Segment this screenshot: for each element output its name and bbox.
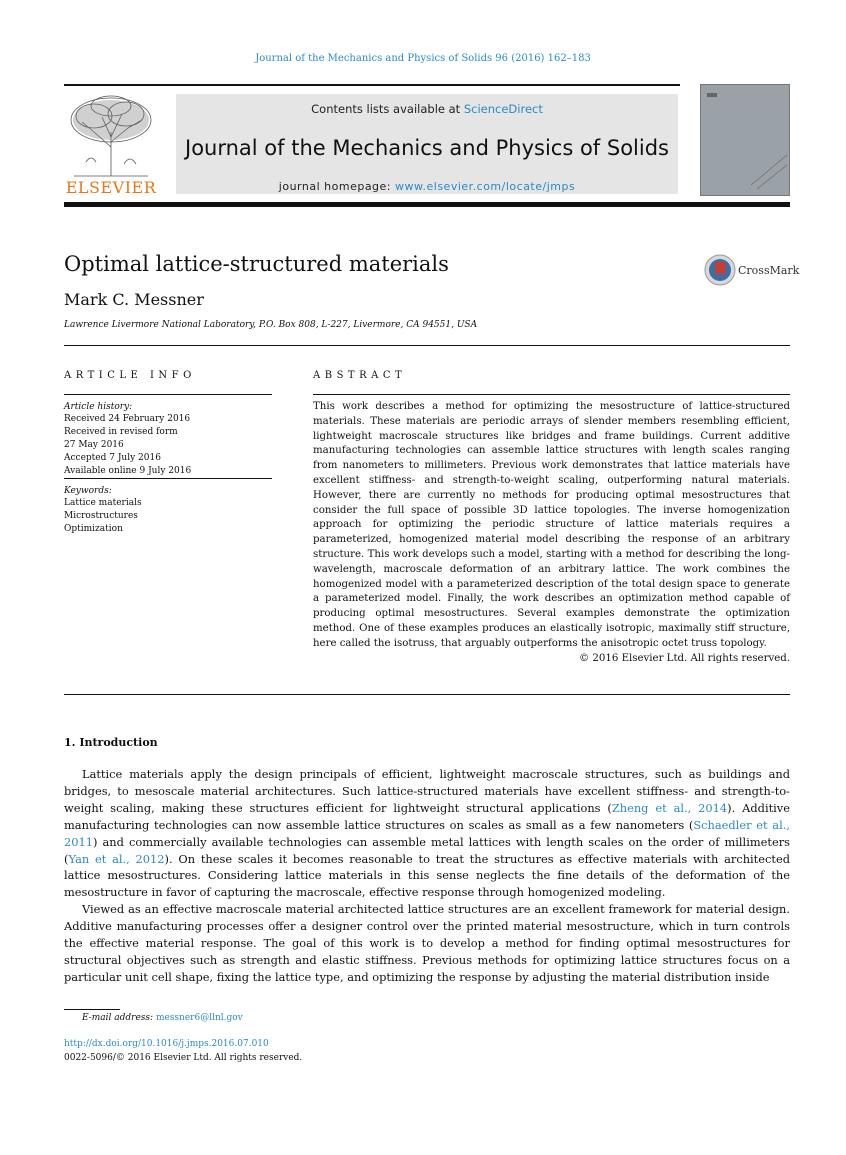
elsevier-tree-icon bbox=[64, 92, 158, 178]
abstract-column bbox=[313, 394, 790, 666]
issn-copyright: 0022-5096/© 2016 Elsevier Ltd. All rights reserved. bbox=[64, 1053, 303, 1063]
running-head: Journal of the Mechanics and Physics of Solids 96 (2016) 162–183 bbox=[255, 53, 591, 64]
abstract-divider bbox=[64, 694, 790, 695]
masthead-box bbox=[176, 94, 678, 194]
history-item: Received 24 February 2016 bbox=[64, 414, 191, 424]
history-item: 27 May 2016 bbox=[64, 440, 124, 450]
citation-link[interactable]: Schaedler et al., 2011 bbox=[64, 817, 790, 849]
citation-link[interactable]: Zheng et al., 2014 bbox=[611, 800, 728, 815]
abstract-top-rule bbox=[313, 394, 790, 395]
section-heading-introduction: 1. Introduction bbox=[64, 736, 158, 749]
intro-paragraph-1 bbox=[64, 766, 790, 901]
keyword-item: Optimization bbox=[64, 524, 123, 534]
intro-text: Lattice materials apply the design principals of efficient, lightweight macroscale structures, such as buildings and bridges, to mesoscale material architectures. Such lattice-structured materials have excellent stiffness- and strength-to-weight scaling, making these structures efficient for lightweight structural applications ( bbox=[64, 767, 790, 815]
footnote-email bbox=[82, 1013, 243, 1023]
footnote-rule bbox=[64, 1009, 120, 1010]
article-info-column bbox=[64, 394, 272, 536]
keyword-item: Lattice materials bbox=[64, 498, 142, 508]
homepage-prefix: journal homepage: bbox=[278, 180, 396, 193]
introduction-body bbox=[64, 766, 790, 986]
crossmark-label: CrossMark bbox=[738, 264, 800, 277]
masthead-top-rule bbox=[64, 84, 680, 86]
journal-title: Journal of the Mechanics and Physics of Solids bbox=[185, 136, 669, 160]
article-title: Optimal lattice-structured materials bbox=[64, 252, 449, 276]
masthead-bottom-rule bbox=[64, 202, 790, 207]
header-divider bbox=[64, 345, 790, 346]
cover-graphic bbox=[701, 85, 789, 195]
contents-prefix: Contents lists available at bbox=[311, 102, 464, 116]
elsevier-wordmark: ELSEVIER bbox=[65, 178, 157, 197]
doi-link[interactable]: http://dx.doi.org/10.1016/j.jmps.2016.07.010 bbox=[64, 1039, 269, 1049]
info-middle-rule bbox=[64, 478, 272, 479]
citation-link[interactable]: Yan et al., 2012 bbox=[68, 851, 165, 866]
author-name: Mark C. Messner bbox=[64, 290, 204, 309]
crossmark-badge[interactable] bbox=[704, 254, 800, 286]
email-label: E-mail address: bbox=[82, 1013, 156, 1023]
homepage-link[interactable]: www.elsevier.com/locate/jmps bbox=[395, 180, 576, 193]
info-top-rule bbox=[64, 394, 272, 395]
keyword-item: Microstructures bbox=[64, 511, 138, 521]
history-item: Available online 9 July 2016 bbox=[64, 466, 192, 476]
intro-text: ). On these scales it becomes reasonable to treat the structures as effective materials with architected lattice mesostructures. Considering lattice materials in this sense neglects the fine details of the deformation of the mesostructure in favor of capturing the macroscale, effective response through homogenized modeling. bbox=[64, 851, 790, 900]
article-info-heading: ARTICLE INFO bbox=[64, 370, 196, 381]
history-label: Article history: bbox=[64, 402, 133, 412]
intro-text: ) and commercially available technologies can assemble metal lattices with length scales on the order of millimeters ( bbox=[64, 834, 790, 866]
history-item: Received in revised form bbox=[64, 427, 178, 437]
journal-cover-thumbnail bbox=[700, 84, 790, 196]
abstract-text: This work describes a method for optimizing the mesostructure of lattice-structured materials. These materials are periodic arrays of slender members resembling efficient, lightweight macroscale structures like bridges and frame buildings. Current additive manufacturing technologies can assemble lattice structures with length scales ranging from nanometers to millimeters. Previous work demonstrates that lattice materials have excellent stiffness- and strength-to-weight scaling, outperforming natural materials. However, there are currently no methods for producing optimal mesostructures that consider the full space of possible 3D lattice topologies. The inverse homogenization approach for optimizing the periodic structure of lattice materials requires a parameterized, homogenized material model describing the response of an arbitrary structure. This work develops such a model, starting with a method for describing the long-wavelength, macroscale deformation of an arbitrary lattice. The work combines the homogenized model with a parameterized description of the total design space to generate a parameterized model. Finally, the work describes an optimization method capable of producing optimal mesostructures. Several examples demonstrate the optimization method. One of these examples produces an elastically isotropic, maximally stiff structure, here called the isotruss, that arguably outperforms the anisotropic octet truss topology. bbox=[313, 401, 790, 649]
keywords-label: Keywords: bbox=[64, 486, 112, 496]
elsevier-logo bbox=[64, 92, 158, 197]
history-item: Accepted 7 July 2016 bbox=[64, 453, 161, 463]
crossmark-icon bbox=[704, 254, 736, 286]
email-link[interactable]: messner6@llnl.gov bbox=[155, 1013, 243, 1023]
homepage-line bbox=[176, 180, 678, 193]
contents-line bbox=[176, 102, 678, 116]
journal-masthead bbox=[64, 84, 790, 204]
intro-text: ). Additive manufacturing technologies can now assemble lattice structures on scales as small as a few nanometers ( bbox=[64, 800, 790, 832]
abstract-heading: ABSTRACT bbox=[313, 370, 407, 381]
author-affiliation: Lawrence Livermore National Laboratory, P.O. Box 808, L-227, Livermore, CA 94551, USA bbox=[64, 320, 478, 330]
intro-paragraph-2: Viewed as an effective macroscale material architected lattice structures are an excellent framework for material design. Additive manufacturing processes offer a designer control over the printed material mesostructure, which in turn controls the effective material response. The goal of this work is to develop a method for finding optimal mesostructures for structural objectives such as strength and elastic stiffness. Previous methods for optimizing lattice structures focus on a particular unit cell shape, fixing the lattice type, and optimizing the response by adjusting the material distribution inside bbox=[64, 902, 790, 984]
abstract-copyright: © 2016 Elsevier Ltd. All rights reserved. bbox=[578, 652, 790, 664]
sciencedirect-link[interactable]: ScienceDirect bbox=[463, 102, 543, 116]
